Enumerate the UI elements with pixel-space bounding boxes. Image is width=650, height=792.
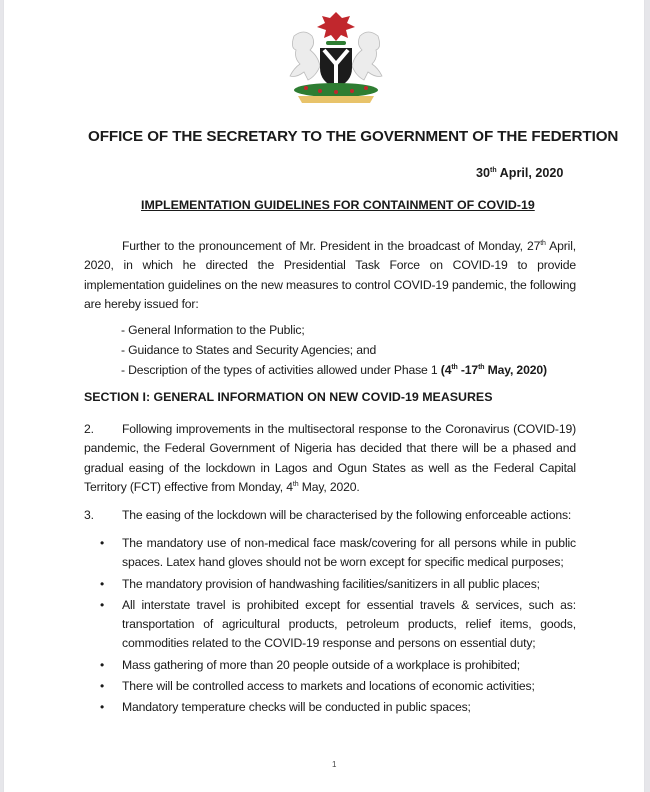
list-item <box>121 360 547 380</box>
list-item <box>100 596 576 654</box>
list-item-text: The mandatory provision of handwashing facilities/sanitizers in all public places; <box>122 576 540 591</box>
date-rest: April, 2020 <box>496 166 564 180</box>
issued-for-list <box>121 320 547 380</box>
paragraph-text: The easing of the lockdown will be characterised by the following enforceable actions: <box>122 508 572 522</box>
bullet-icon: • <box>100 576 105 591</box>
list-item-text: - Description of the types of activities allowed under Phase 1 <box>121 363 441 377</box>
list-item <box>100 575 576 594</box>
intro-text-1: Further to the pronouncement of Mr. President in the broadcast of Monday, 27 <box>122 239 541 253</box>
paragraph-text: Following improvements in the multisectoral response to the Coronavirus (COVID-19) pandemic, the Federal Government of Nigeria has decided that there will be a phased and gradual easing of the lockdown in Lagos and Ogun States as well as the Federal Capital Territory (FCT) effective from Monday, 4 <box>84 422 576 494</box>
phase-start-sup: th <box>451 364 458 371</box>
list-item-text: Mandatory temperature checks will be conducted in public spaces; <box>122 700 471 715</box>
paragraph-number: 2. <box>84 422 94 436</box>
paragraph-number: 3. <box>84 508 94 522</box>
list-item-text: All interstate travel is prohibited except for essential travels & services, such as: transportation of agricultural products, petroleum products, relief items, goods, commodities related to the COVID-19 response and persons on essential duty; <box>122 597 576 651</box>
paragraph-3 <box>84 506 576 525</box>
list-item <box>100 534 576 573</box>
bullet-icon: • <box>100 700 105 715</box>
date-suffix: th <box>490 167 497 174</box>
bullet-icon: • <box>100 536 105 550</box>
date-day: 30 <box>476 166 491 180</box>
paragraph-sup: th <box>292 480 299 488</box>
phase-end: -17 <box>457 363 479 377</box>
list-item: - General Information to the Public; <box>121 323 305 337</box>
page-number: 1 <box>332 760 337 769</box>
section-title: SECTION I: GENERAL INFORMATION ON NEW COVID-19 MEASURES <box>84 390 493 404</box>
phase-start: (4 <box>440 363 452 377</box>
list-item-text: There will be controlled access to markets and locations of economic activities; <box>122 679 535 694</box>
list-item: - Guidance to States and Security Agencies; and <box>121 343 377 357</box>
office-title: OFFICE OF THE SECRETARY TO THE GOVERNMENT OF THE FEDERTION <box>88 128 619 145</box>
enforceable-actions-list <box>100 534 576 720</box>
phase-month: May, 2020) <box>484 363 547 377</box>
document-heading: IMPLEMENTATION GUIDELINES FOR CONTAINMENT OF COVID-19 <box>141 198 535 212</box>
intro-sup: th <box>540 240 546 247</box>
document-date <box>476 166 563 180</box>
list-item-text: The mandatory use of non-medical face mask/covering for all persons while in public spaces. Latex hand gloves should not be worn except for specific medical purposes; <box>122 536 576 570</box>
list-item <box>100 656 576 675</box>
paragraph-text-end: May, 2020. <box>298 479 360 494</box>
list-item <box>100 677 576 696</box>
nigeria-coat-of-arms-icon <box>276 8 396 106</box>
phase-dates <box>441 363 547 377</box>
phase-end-sup: th <box>478 364 485 371</box>
bullet-icon: • <box>100 597 105 612</box>
intro-paragraph <box>84 237 576 314</box>
paragraph-2 <box>84 420 576 497</box>
list-item-text: Mass gathering of more than 20 people outside of a workplace is prohibited; <box>122 657 520 672</box>
document-page <box>4 0 644 792</box>
bullet-icon: • <box>100 657 105 672</box>
bullet-icon: • <box>100 679 105 694</box>
list-item <box>100 698 576 717</box>
intro-text-2: April, 2020, in which he directed the Presidential Task Force on COVID-19 to provide implementation guidelines on the new measures to control COVID-19 pandemic, the following are hereby issued for: <box>84 239 576 311</box>
